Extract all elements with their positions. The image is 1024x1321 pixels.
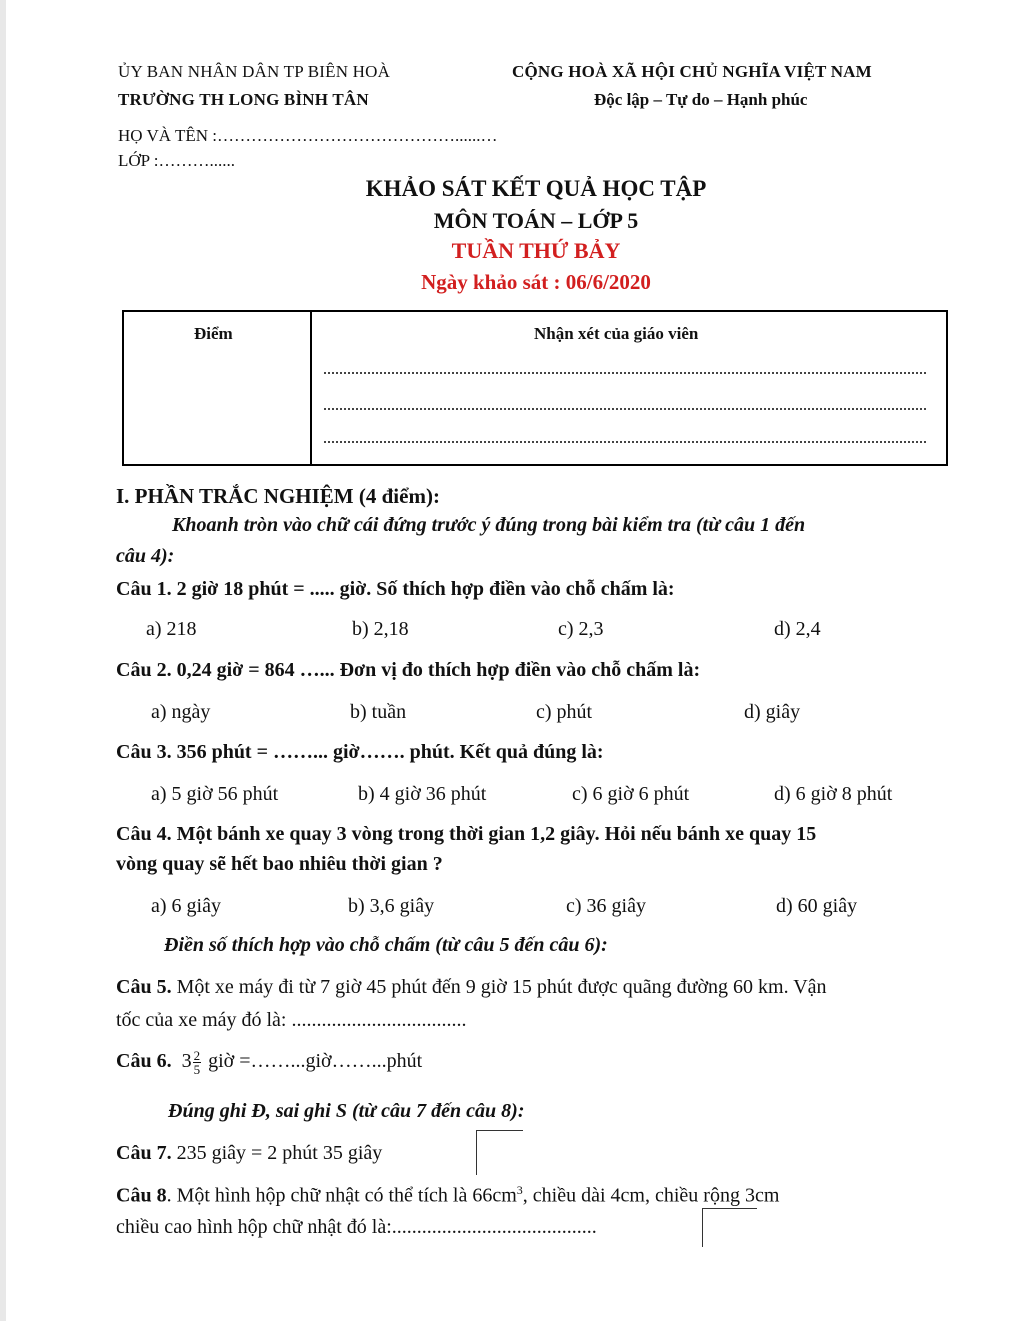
q2-option-a[interactable]: a) ngày	[151, 701, 211, 723]
instruction-line-2: câu 4):	[116, 545, 175, 567]
tf-instruction: Đúng ghi Đ, sai ghi S (từ câu 7 đến câu 8):	[168, 1100, 525, 1122]
q6-whole: 3	[181, 1050, 192, 1073]
exam-subject: MÔN TOÁN – LỚP 5	[433, 208, 639, 233]
instruction-line-1: Khoanh tròn vào chữ cái đứng trước ý đúng trong bài kiểm tra (từ câu 1 đến	[172, 514, 806, 536]
exam-paper	[6, 0, 1024, 1321]
q1-option-d[interactable]: d) 2,4	[774, 618, 821, 640]
q3-option-d[interactable]: d) 6 giờ 8 phút	[774, 783, 893, 805]
question-5-line-2: tốc của xe máy đó là: ...................................	[116, 1009, 467, 1031]
score-header: Điểm	[194, 324, 233, 343]
q1-option-b[interactable]: b) 2,18	[352, 618, 409, 640]
header-committee: ỦY BAN NHÂN DÂN TP BIÊN HOÀ	[118, 62, 391, 81]
question-8-line-2: chiều cao hình hộp chữ nhật đó là:.........................................	[116, 1216, 597, 1238]
q8-label: Câu 8	[116, 1184, 167, 1207]
q6-denominator: 5	[193, 1062, 201, 1077]
header-school: TRƯỜNG TH LONG BÌNH TÂN	[118, 90, 369, 109]
question-7	[116, 1142, 382, 1165]
score-table	[122, 310, 948, 466]
q3-option-c[interactable]: c) 6 giờ 6 phút	[572, 783, 690, 805]
q3-option-b[interactable]: b) 4 giờ 36 phút	[358, 783, 487, 805]
table-divider	[310, 312, 312, 464]
q5-text-1: Một xe máy đi từ 7 giờ 45 phút đến 9 giờ 15 phút được quãng đường 60 km. Vận	[171, 976, 827, 998]
q7-label: Câu 7.	[116, 1142, 172, 1164]
q7-answer-box[interactable]	[476, 1130, 523, 1175]
comment-line-1	[324, 372, 926, 374]
q2-option-b[interactable]: b) tuần	[350, 701, 407, 723]
q5-label: Câu 5.	[116, 976, 172, 998]
question-3: Câu 3. 356 phút = ……... giờ……. phút. Kết quả đúng là:	[116, 741, 604, 763]
q8-superscript: 3	[516, 1183, 523, 1197]
q7-text: 235 giây = 2 phút 35 giây	[171, 1142, 383, 1164]
comment-line-2	[324, 408, 926, 410]
q6-text: giờ =……...giờ……...phút	[203, 1050, 423, 1073]
question-2: Câu 2. 0,24 giờ = 864 …... Đơn vị đo thích hợp điền vào chỗ chấm là:	[116, 659, 701, 681]
q1-option-c[interactable]: c) 2,3	[558, 618, 604, 640]
q6-numerator: 2	[193, 1048, 201, 1063]
question-5-line-1	[116, 976, 827, 999]
question-4-line-2: vòng quay sẽ hết bao nhiêu thời gian ?	[116, 853, 443, 875]
header-country: CỘNG HOÀ XÃ HỘI CHỦ NGHĨA VIỆT NAM	[512, 62, 872, 81]
header-motto: Độc lập – Tự do – Hạnh phúc	[594, 90, 808, 109]
q8-answer-box[interactable]	[702, 1208, 757, 1247]
q3-option-a[interactable]: a) 5 giờ 56 phút	[151, 783, 279, 805]
exam-title: KHẢO SÁT KẾT QUẢ HỌC TẬP	[365, 176, 707, 201]
q8-text-b: , chiều dài 4cm, chiều rộng 3cm	[522, 1184, 780, 1207]
q6-label: Câu 6.	[116, 1050, 172, 1073]
q8-text-a: . Một hình hộp chữ nhật có thể tích là 66cm	[166, 1184, 517, 1207]
exam-week: TUẦN THỨ BẢY	[451, 238, 621, 263]
q2-option-d[interactable]: d) giây	[744, 701, 801, 723]
q4-option-d[interactable]: d) 60 giây	[776, 895, 858, 917]
question-1: Câu 1. 2 giờ 18 phút = ..... giờ. Số thích hợp điền vào chỗ chấm là:	[116, 578, 675, 600]
comment-header: Nhận xét của giáo viên	[534, 324, 699, 343]
q1-option-a[interactable]: a) 218	[146, 618, 197, 640]
section-heading: I. PHẦN TRẮC NGHIỆM (4 điểm):	[116, 484, 440, 508]
question-8-line-1	[116, 1183, 779, 1208]
q6-fraction	[193, 1049, 202, 1076]
q4-option-a[interactable]: a) 6 giây	[151, 895, 221, 917]
fill-instruction: Điền số thích hợp vào chỗ chấm (từ câu 5 đến câu 6):	[164, 934, 608, 956]
q4-option-c[interactable]: c) 36 giây	[566, 895, 646, 917]
comment-line-3	[324, 441, 926, 443]
q2-option-c[interactable]: c) phút	[536, 701, 593, 723]
question-4-line-1: Câu 4. Một bánh xe quay 3 vòng trong thời gian 1,2 giây. Hỏi nếu bánh xe quay 15	[116, 823, 817, 845]
exam-date: Ngày khảo sát : 06/6/2020	[421, 270, 651, 294]
name-field: HỌ VÀ TÊN :……………………………………......…	[118, 126, 498, 145]
q4-option-b[interactable]: b) 3,6 giây	[348, 895, 435, 917]
question-6	[116, 1049, 422, 1076]
class-field: LỚP :………......	[118, 151, 235, 170]
